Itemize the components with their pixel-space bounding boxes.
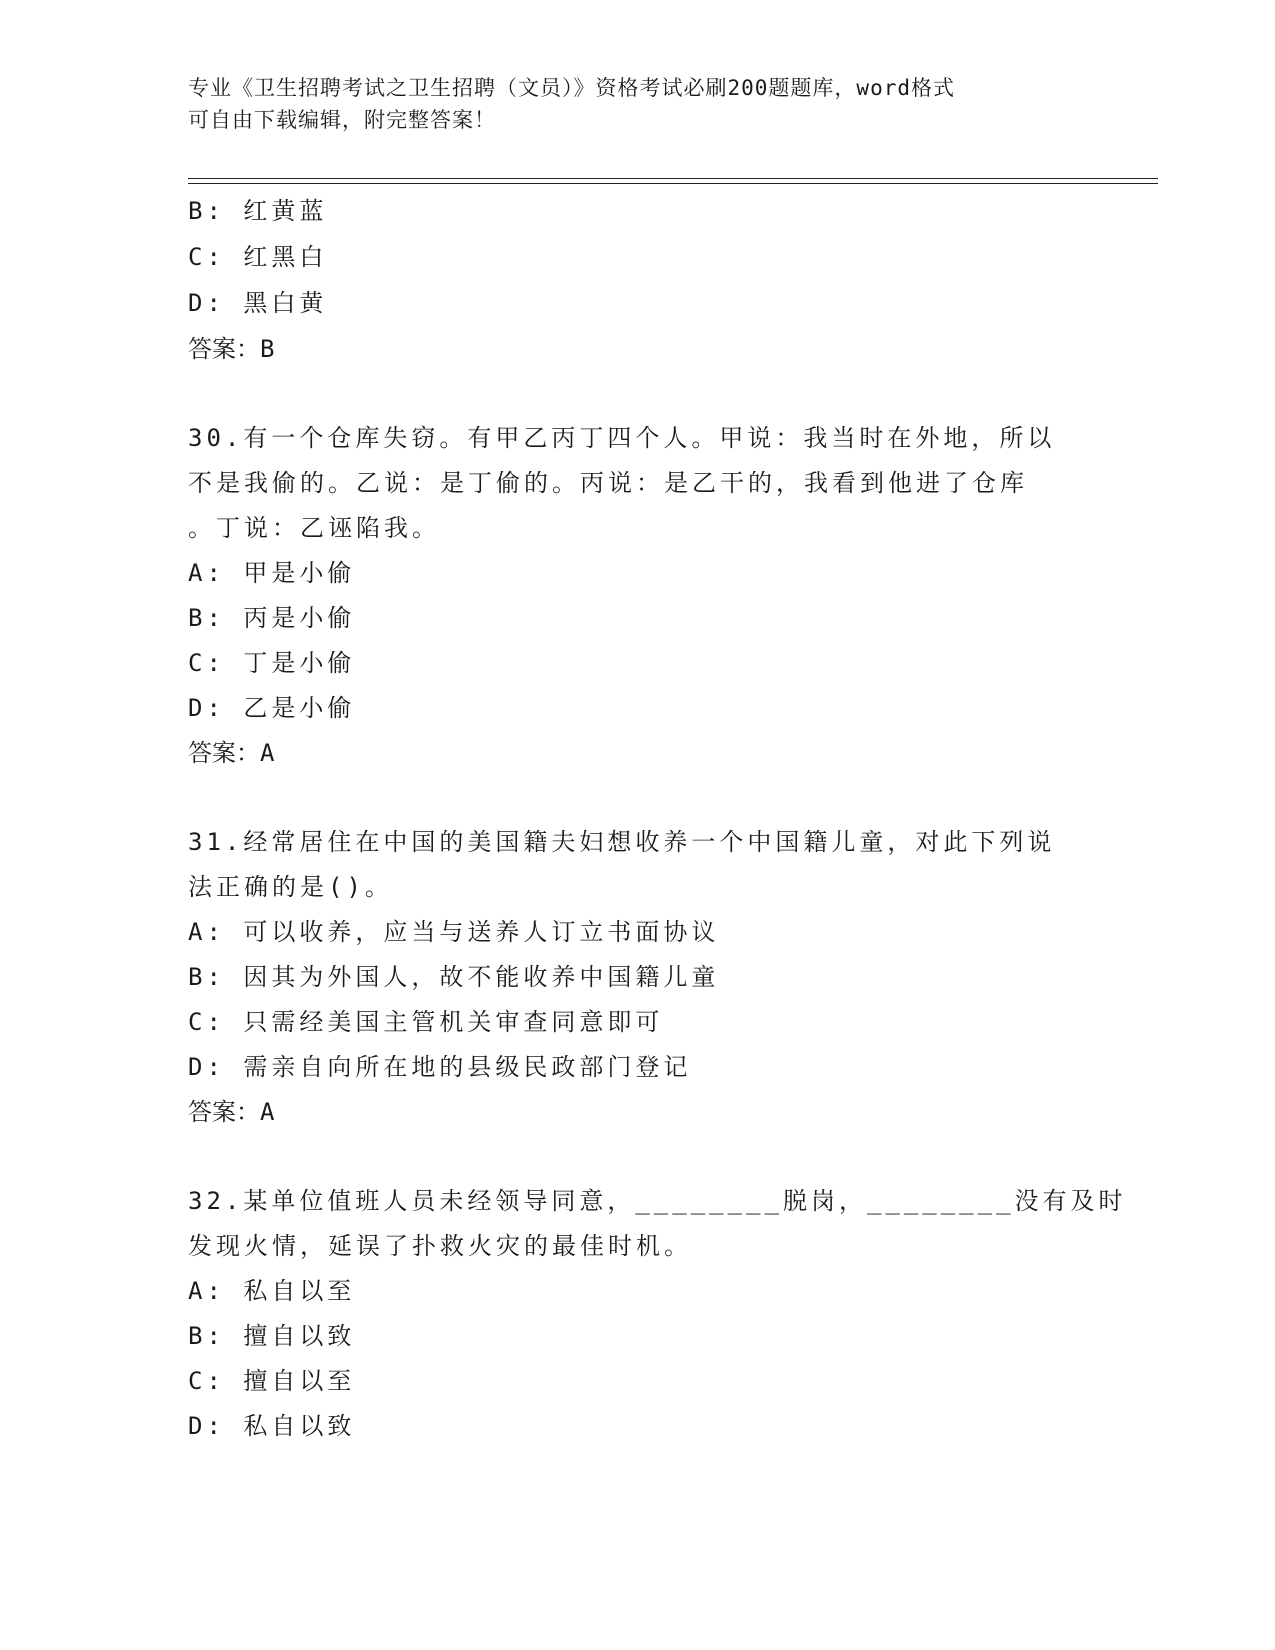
option-d: D: 黑白黄 — [188, 289, 328, 317]
option-c: C: 丁是小偷 — [188, 649, 356, 677]
option-c: C: 只需经美国主管机关审查同意即可 — [188, 1008, 664, 1036]
option-b: B: 红黄蓝 — [188, 197, 328, 225]
document-header — [188, 72, 1068, 136]
answer-label: 答案： — [188, 335, 260, 363]
question-text-line: 发现火情，延误了扑救火灾的最佳时机。 — [188, 1232, 692, 1260]
question-text-line: 不是我偷的。乙说：是丁偷的。丙说：是乙干的，我看到他进了仓库 — [188, 469, 1028, 497]
question-text-line: 32.某单位值班人员未经领导同意，________脱岗，________没有及时 — [188, 1187, 1127, 1215]
option-a: A: 可以收养，应当与送养人订立书面协议 — [188, 918, 720, 946]
option-d: D: 乙是小偷 — [188, 694, 356, 722]
option-c: C: 红黑白 — [188, 243, 328, 271]
answer-line — [188, 1090, 1088, 1135]
header-rule-bottom — [188, 183, 1158, 184]
option-c: C: 擅自以至 — [188, 1367, 356, 1395]
question-text-line: 。丁说：乙诬陷我。 — [188, 514, 440, 542]
question-31 — [188, 820, 1088, 1135]
option-d: D: 私自以致 — [188, 1412, 356, 1440]
answer-line — [188, 326, 1088, 372]
answer-value: A — [260, 1098, 276, 1126]
header-rule-top — [188, 178, 1158, 179]
previous-question-tail — [188, 188, 1088, 372]
question-list — [188, 188, 1127, 1449]
answer-line — [188, 731, 1088, 776]
answer-label: 答案： — [188, 1098, 260, 1126]
option-d: D: 需亲自向所在地的县级民政部门登记 — [188, 1053, 692, 1081]
answer-value: B — [260, 335, 276, 363]
option-b: B: 因其为外国人，故不能收养中国籍儿童 — [188, 963, 720, 991]
option-b: B: 擅自以致 — [188, 1322, 356, 1350]
question-text-line: 31.经常居住在中国的美国籍夫妇想收养一个中国籍儿童，对此下列说 — [188, 828, 1056, 856]
question-text-line: 法正确的是()。 — [188, 873, 393, 901]
answer-value: A — [260, 739, 276, 767]
answer-label: 答案： — [188, 739, 260, 767]
header-line-2: 可自由下载编辑，附完整答案！ — [188, 108, 496, 132]
question-text-line: 30.有一个仓库失窃。有甲乙丙丁四个人。甲说：我当时在外地，所以 — [188, 424, 1056, 452]
option-a: A: 私自以至 — [188, 1277, 356, 1305]
option-a: A: 甲是小偷 — [188, 559, 356, 587]
option-b: B: 丙是小偷 — [188, 604, 356, 632]
header-line-1: 专业《卫生招聘考试之卫生招聘（文员）》资格考试必刷200题题库，word格式 — [188, 76, 955, 100]
question-32 — [188, 1179, 1127, 1449]
question-30 — [188, 416, 1088, 776]
